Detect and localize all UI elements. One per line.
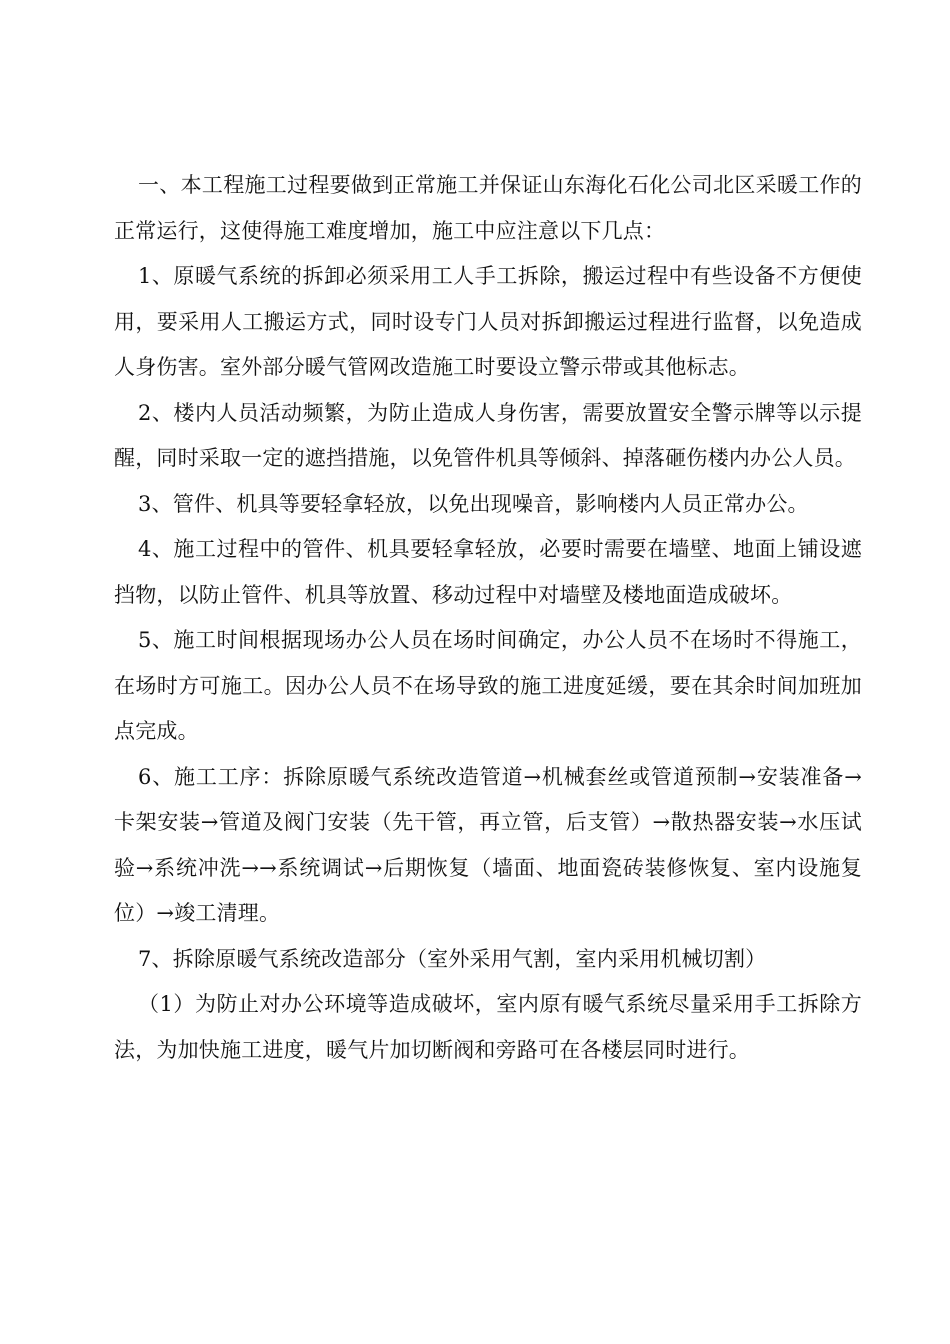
paragraph-section-one-intro: 一、本工程施工过程要做到正常施工并保证山东海化石化公司北区采暖工作的正常运行，这使得施工难度增加，施工中应注意以下几点： (114, 173, 862, 243)
paragraph-item-6: 6、施工工序：拆除原暖气系统改造管道→机械套丝或管道预制→安装准备→卡架安装→管道及阀门安装（先干管，再立管，后支管）→散热器安装→水压试验→系统冲洗→→系统调试→后期恢复（墙面、地面瓷砖装修恢复、室内设施复位）→竣工清理。 (114, 764, 862, 925)
paragraph-item-4: 4、施工过程中的管件、机具要轻拿轻放，必要时需要在墙壁、地面上铺设遮挡物，以防止管件、机具等放置、移动过程中对墙壁及楼地面造成破坏。 (114, 537, 862, 607)
paragraph-item-3: 3、管件、机具等要轻拿轻放，以免出现噪音，影响楼内人员正常办公。 (138, 491, 809, 516)
paragraph-item-2: 2、楼内人员活动频繁，为防止造成人身伤害，需要放置安全警示牌等以示提醒，同时采取一定的遮挡措施，以免管件机具等倾斜、掉落砸伤楼内办公人员。 (114, 400, 862, 470)
paragraph-item-7-1: （1）为防止对办公环境等造成破坏，室内原有暖气系统尽量采用手工拆除方法，为加快施工进度，暖气片加切断阀和旁路可在各楼层同时进行。 (114, 992, 862, 1062)
document-body (114, 163, 862, 1073)
paragraph-item-1: 1、原暖气系统的拆卸必须采用工人手工拆除，搬运过程中有些设备不方便使用，要采用人工搬运方式，同时设专门人员对拆卸搬运过程进行监督，以免造成人身伤害。室外部分暖气管网改造施工时要设立警示带或其他标志。 (114, 264, 862, 379)
paragraph-item-5: 5、施工时间根据现场办公人员在场时间确定，办公人员不在场时不得施工，在场时方可施工。因办公人员不在场导致的施工进度延缓，要在其余时间加班加点完成。 (114, 628, 862, 743)
paragraph-item-7: 7、拆除原暖气系统改造部分（室外采用气割，室内采用机械切割） (138, 946, 767, 971)
